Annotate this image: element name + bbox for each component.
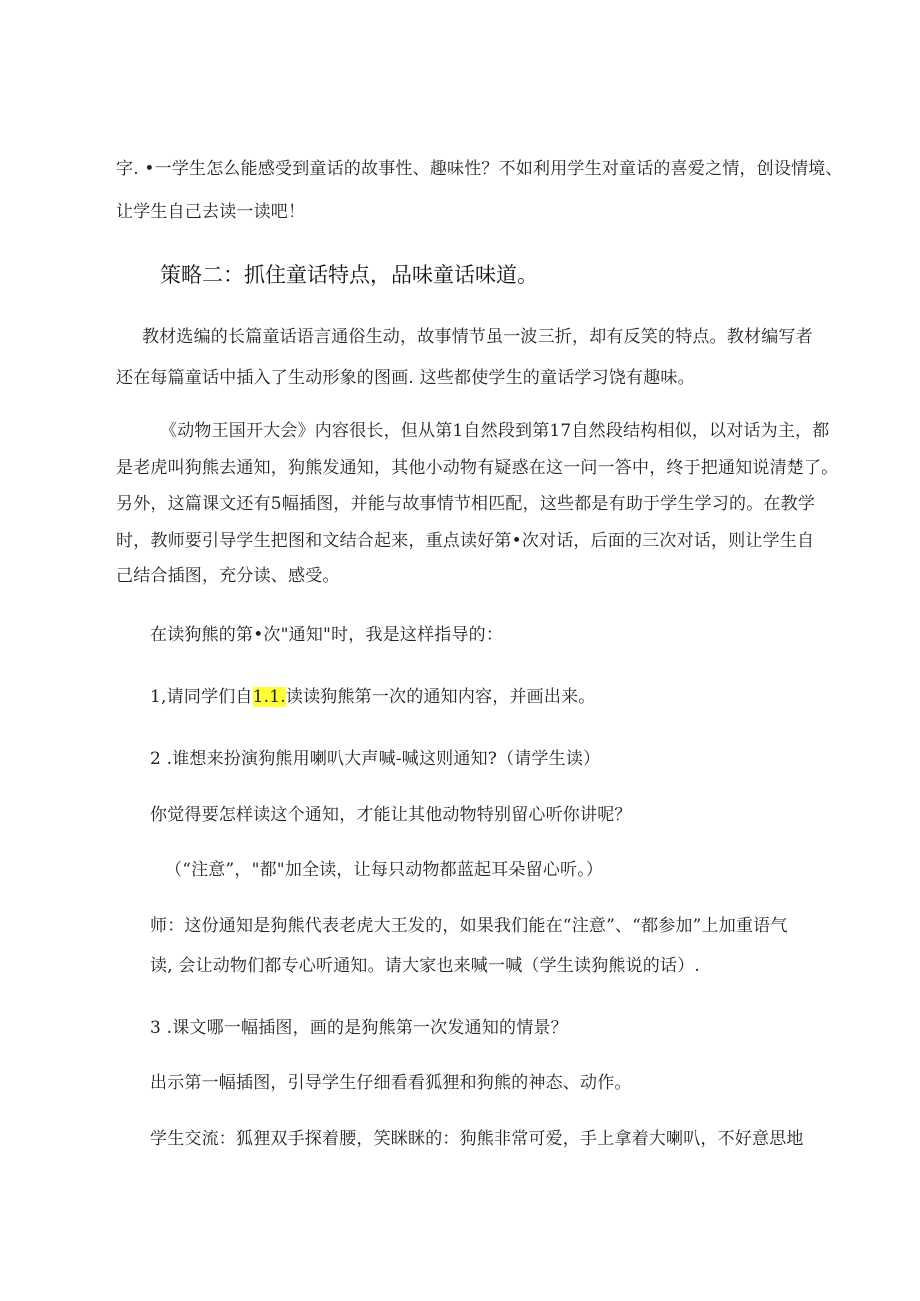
paragraph-line: 时，教师要引导学生把图和文结合起来，重点读好第•次对话，后面的三次对话，则让学生自 bbox=[116, 531, 815, 551]
item-text: 读读狗熊第一次的通知内容，并画出来。 bbox=[285, 687, 596, 707]
item-text: 1,请同学们自 bbox=[150, 687, 253, 707]
paragraph-line: 字. •一学生怎么能感受到童话的故事性、趣味性？不如利用学生对童话的喜爱之情，创设情境、 bbox=[116, 159, 843, 179]
numbered-item: 3 .课文哪一幅插图，画的是狗熊第一次发通知的情景？ bbox=[150, 1018, 568, 1038]
paragraph-line: 教材选编的长篇童话语言通俗生动，故事情节虽一波三折，却有反笑的特点。教材编写者 bbox=[142, 327, 813, 347]
paragraph-line: 师：这份通知是狗熊代表老虎大王发的，如果我们能在“注意”、“都参加”上加重语气 bbox=[150, 916, 788, 936]
paragraph-line: 是老虎叫狗熊去通知，狗熊发通知，其他小动物有疑惑在这一问一答中，终于把通知说清楚了。 bbox=[116, 458, 839, 478]
paragraph-line: 己结合插图，充分读、感受。 bbox=[116, 566, 340, 586]
numbered-item: 2 .谁想来扮演狗熊用喇叭大声喊-喊这则通知?（请学生读） bbox=[150, 749, 601, 769]
highlighted-text: 1.1. bbox=[252, 687, 286, 707]
paragraph-line: 还在每篇童话中插入了生动形象的图画. 这些都使学生的童话学习饶有趣味。 bbox=[116, 368, 695, 388]
paragraph-line: 读, 会让动物们都专心听通知。请大家也来喊一喊（学生读狗熊说的话）. bbox=[150, 956, 701, 976]
paragraph-line: （“注意”，"都"加全读，让每只动物都蓝起耳朵留心听。） bbox=[165, 860, 604, 880]
paragraph-line: 另外，这篇课文还有5幅插图，并能与故事情节相匹配，这些都是有助于学生学习的。在教学 bbox=[116, 494, 816, 514]
paragraph-line: 在读狗熊的第•次"通知"时，我是这样指导的： bbox=[150, 625, 504, 645]
paragraph-line: 你觉得要怎样读这个通知，才能让其他动物特别留心听你讲呢？ bbox=[150, 805, 632, 825]
paragraph-line: 《动物王国开大会》内容很长，但从第1自然段到第17自然段结构相似，以对话为主，都 bbox=[160, 421, 830, 441]
numbered-item bbox=[150, 686, 595, 708]
paragraph-line: 让学生自己去读一读吧！ bbox=[116, 202, 306, 222]
paragraph-line: 出示第一幅插图，引导学生仔细看看狐狸和狗熊的神态、动作。 bbox=[150, 1073, 632, 1093]
paragraph-line: 学生交流：狐狸双手探着腰，笑眯眯的：狗熊非常可爱，手上拿着大喇叭，不好意思地 bbox=[150, 1129, 804, 1149]
section-heading: 策略二：抓住童话特点，品味童话味道。 bbox=[160, 263, 538, 287]
